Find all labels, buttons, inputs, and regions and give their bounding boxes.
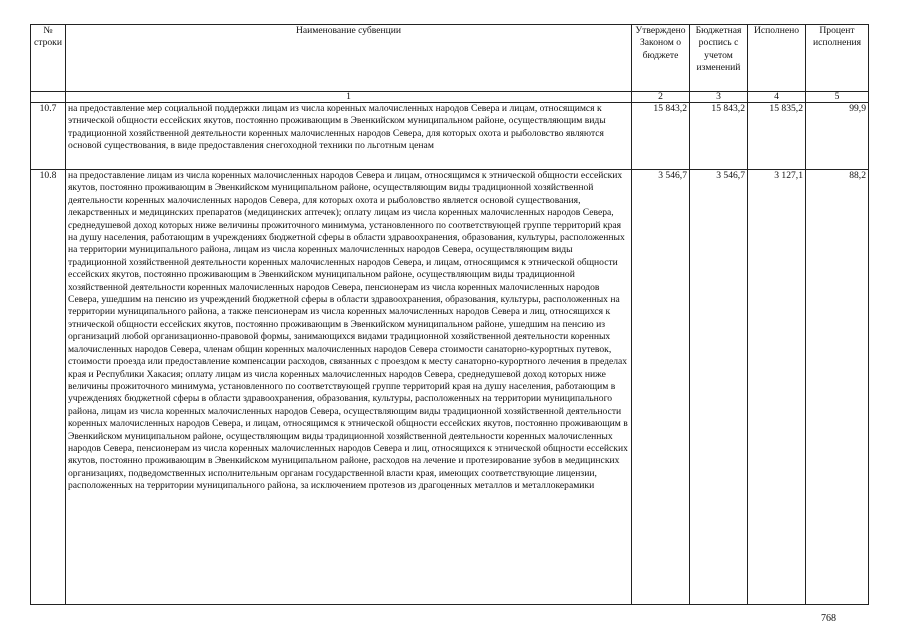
page-number: 768 bbox=[821, 613, 836, 624]
row-percent: 99,9 bbox=[806, 103, 869, 170]
row-percent: 88,2 bbox=[806, 170, 869, 605]
row-budget-schedule: 3 546,7 bbox=[690, 170, 748, 605]
header-row-no: № строки bbox=[31, 25, 66, 92]
row-approved: 15 843,2 bbox=[632, 103, 690, 170]
row-executed: 15 835,2 bbox=[748, 103, 806, 170]
row-executed: 3 127,1 bbox=[748, 170, 806, 605]
row-number: 10.8 bbox=[31, 170, 66, 605]
row-approved: 3 546,7 bbox=[632, 170, 690, 605]
column-number: 5 bbox=[806, 92, 869, 103]
column-number: 1 bbox=[66, 92, 632, 103]
column-number: 3 bbox=[690, 92, 748, 103]
row-name: на предоставление лицам из числа коренных малочисленных народов Севера и лицам, относящимся к этнической общности ессейских якутов, постоянно проживающим в Эвенкийском муниципальном районе, осуществляющим виды традиционной хозяйственной деятельности коренных малочисленных народов Севера, для которых охота и рыболовство является основой существования, лекарственных и медицинских препаратов (медицинских аптечек); оплату лицам из числа коренных малочисленных народов Севера, среднедушевой доход которых ниже величины прожиточного минимума, установленного по соответствующей группе территорий края на душу населения, работающим в учреждениях бюджетной сферы в области здравоохранения, образования, культуры, расположенных на территории муниципального района, лицам из числа коренных малочисленных народов Севера, осуществляющим виды традиционной хозяйственной деятельности коренных малочисленных народов Севера, и лицам, относящимся к этнической общности ессейских якутов, постоянно проживающим в Эвенкийском муниципальном районе, осуществляющим виды традиционной хозяйственной деятельности коренных малочисленных народов Севера, пенсионерам из числа коренных малочисленных народов Севера, ушедшим на пенсию из учреждений бюджетной сферы в области здравоохранения, образования, культуры, расположенных на территории муниципального района, а также пенсионерам из числа коренных малочисленных народов Севера и лиц, относящихся к этнической общности ессейских якутов, постоянно проживающим в Эвенкийском муниципальном районе, ушедшим на пенсию из организаций любой организационно-правовой формы, занимающихся видами традиционной хозяйственной деятельности коренных малочисленных народов Севера, членам общин коренных малочисленных народов Севера стоимости санаторно-курортных путевок, стоимости проезда или предоставление компенсации расходов, связанных с проездом к месту санаторно-курортного лечения в пределах края и Республики Хакасия; оплату лицам из числа коренных малочисленных народов Севера, среднедушевой доход которых ниже величины прожиточного минимума, установленного по соответствующей группе территорий края на душу населения, работающим в учреждениях бюджетной сферы в области здравоохранения, образования, культуры, расположенных на территории муниципального района, лицам из числа коренных малочисленных народов Севера, осуществляющим виды традиционной хозяйственной деятельности коренных малочисленных народов Севера, и лицам, относящимся к этнической общности ессейских якутов, постоянно проживающим в Эвенкийском муниципальном районе, осуществляющим виды традиционной хозяйственной деятельности коренных малочисленных народов Севера, пенсионерам из числа коренных малочисленных народов Севера и лиц, относящихся к этнической общности ессейских якутов, постоянно проживающим в Эвенкийском муниципальном районе, расходов на лечение и протезирование зубов в медицинских организациях, подведомственных исполнительным органам государственной власти края, имеющих соответствующие лицензии, расположенных на территории муниципального района, за исключением протезов из драгоценных металлов и металлокерамики bbox=[66, 170, 632, 605]
column-number bbox=[31, 92, 66, 103]
header-row bbox=[31, 25, 869, 92]
header-name: Наименование субвенции bbox=[66, 25, 632, 92]
header-percent: Процент исполнения bbox=[806, 25, 869, 92]
table-row bbox=[31, 170, 869, 605]
column-number: 4 bbox=[748, 92, 806, 103]
row-name: на предоставление мер социальной поддержки лицам из числа коренных малочисленных народов Севера и лицам, относящимся к этнической общности ессейских якутов, постоянно проживающим в Эвенкийском муниципальном районе, осуществляющим виды традиционной хозяйственной деятельности коренных малочисленных народов Севера, для которых охота и рыболовство являются основой существования, в виде предоставления снегоходной техники по льготным ценам bbox=[66, 103, 632, 170]
header-budget-schedule: Бюджетная роспись с учетом изменений bbox=[690, 25, 748, 92]
subvention-table bbox=[30, 24, 869, 605]
table-row bbox=[31, 103, 869, 170]
header-executed: Исполнено bbox=[748, 25, 806, 92]
column-number-row bbox=[31, 92, 869, 103]
header-approved: Утверждено Законом о бюджете bbox=[632, 25, 690, 92]
row-number: 10.7 bbox=[31, 103, 66, 170]
row-budget-schedule: 15 843,2 bbox=[690, 103, 748, 170]
column-number: 2 bbox=[632, 92, 690, 103]
